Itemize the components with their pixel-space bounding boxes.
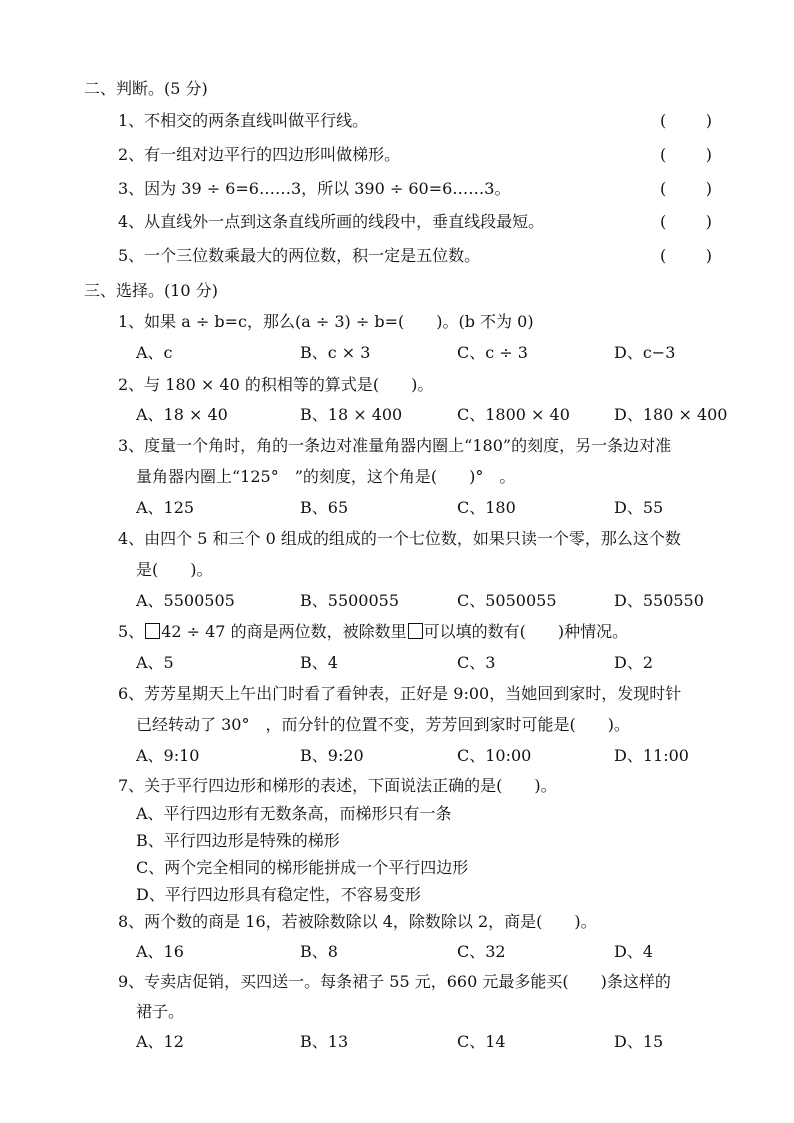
question-4-line-1: 4、由四个 5 和三个 0 组成的组成的一个七位数，如果只读一个零，那么这个数 — [118, 529, 681, 548]
section-heading-judge: 二、判断。(5 分) — [84, 79, 208, 98]
q4-option-d[interactable]: D、550550 — [614, 591, 704, 610]
q2-option-a[interactable]: A、18 × 40 — [136, 405, 228, 424]
question-8: 8、两个数的商是 16，若被除数除以 4，除数除以 2，商是( )。 — [118, 912, 597, 931]
question-5-suffix: 可以填的数有( )种情况。 — [423, 622, 629, 641]
judge-item-5: 5、一个三位数乘最大的两位数，积一定是五位数。 — [118, 246, 481, 265]
q1-option-b[interactable]: B、c × 3 — [300, 343, 371, 362]
q7-option-a[interactable]: A、平行四边形有无数条高，而梯形只有一条 — [136, 804, 452, 823]
q9-option-c[interactable]: C、14 — [457, 1032, 506, 1051]
question-7: 7、关于平行四边形和梯形的表述，下面说法正确的是( )。 — [118, 776, 557, 795]
q4-option-b[interactable]: B、5500055 — [300, 591, 400, 610]
question-5-text: 42 ÷ 47 的商是两位数，被除数里 — [161, 622, 407, 641]
q6-option-b[interactable]: B、9:20 — [300, 746, 364, 765]
q7-option-c[interactable]: C、两个完全相同的梯形能拼成一个平行四边形 — [136, 858, 469, 877]
q5-option-a[interactable]: A、5 — [136, 653, 174, 672]
q3-option-a[interactable]: A、125 — [136, 498, 195, 517]
question-6-line-2: 已经转动了 30° ，而分针的位置不变，芳芳回到家时可能是( )。 — [136, 715, 630, 734]
q6-option-d[interactable]: D、11:00 — [614, 746, 689, 765]
q3-option-d[interactable]: D、55 — [614, 498, 664, 517]
q3-option-b[interactable]: B、65 — [300, 498, 349, 517]
answer-blank-1[interactable]: ( ) — [660, 111, 712, 130]
question-3-line-1: 3、度量一个角时，角的一条边对准量角器内圈上“180”的刻度，另一条边对准 — [118, 436, 672, 455]
question-5 — [118, 621, 628, 643]
q5-option-b[interactable]: B、4 — [300, 653, 338, 672]
q9-option-a[interactable]: A、12 — [136, 1032, 184, 1051]
question-1: 1、如果 a ÷ b=c，那么(a ÷ 3) ÷ b=( )。(b 不为 0) — [118, 312, 534, 331]
q2-option-d[interactable]: D、180 × 400 — [614, 405, 728, 424]
q9-option-b[interactable]: B、13 — [300, 1032, 349, 1051]
blank-box-icon — [145, 623, 160, 639]
q4-option-c[interactable]: C、5050055 — [457, 591, 557, 610]
q6-option-a[interactable]: A、9:10 — [136, 746, 200, 765]
question-6-line-1: 6、芳芳星期天上午出门时看了看钟表，正好是 9:00，当她回到家时，发现时针 — [118, 684, 682, 703]
q8-option-a[interactable]: A、16 — [136, 942, 184, 961]
q8-option-d[interactable]: D、4 — [614, 942, 654, 961]
q8-option-b[interactable]: B、8 — [300, 942, 338, 961]
q1-option-d[interactable]: D、c−3 — [614, 343, 676, 362]
q9-option-d[interactable]: D、15 — [614, 1032, 664, 1051]
judge-item-4: 4、从直线外一点到这条直线所画的线段中，垂直线段最短。 — [118, 212, 545, 231]
question-3-line-2: 量角器内圈上“125° ”的刻度，这个角是( )° 。 — [136, 467, 516, 486]
question-2: 2、与 180 × 40 的积相等的算式是( )。 — [118, 375, 434, 394]
answer-blank-5[interactable]: ( ) — [660, 246, 712, 265]
judge-item-3: 3、因为 39 ÷ 6=6……3，所以 390 ÷ 60=6……3。 — [118, 179, 511, 198]
q8-option-c[interactable]: C、32 — [457, 942, 506, 961]
answer-blank-3[interactable]: ( ) — [660, 179, 712, 198]
q2-option-c[interactable]: C、1800 × 40 — [457, 405, 570, 424]
question-9-line-2: 裙子。 — [136, 1002, 185, 1021]
q7-option-b[interactable]: B、平行四边形是特殊的梯形 — [136, 831, 340, 850]
judge-item-2: 2、有一组对边平行的四边形叫做梯形。 — [118, 145, 401, 164]
q4-option-a[interactable]: A、5500505 — [136, 591, 235, 610]
answer-blank-4[interactable]: ( ) — [660, 212, 712, 231]
q6-option-c[interactable]: C、10:00 — [457, 746, 532, 765]
q2-option-b[interactable]: B、18 × 400 — [300, 405, 403, 424]
q1-option-a[interactable]: A、c — [136, 343, 173, 362]
question-4-line-2: 是( )。 — [136, 560, 213, 579]
judge-item-1: 1、不相交的两条直线叫做平行线。 — [118, 111, 369, 130]
q7-option-d[interactable]: D、平行四边形具有稳定性，不容易变形 — [136, 885, 421, 904]
q3-option-c[interactable]: C、180 — [457, 498, 516, 517]
question-5-prefix: 5、 — [118, 622, 145, 641]
question-9-line-1: 9、专卖店促销，买四送一。每条裙子 55 元，660 元最多能买( )条这样的 — [118, 972, 671, 991]
answer-blank-2[interactable]: ( ) — [660, 145, 712, 164]
q5-option-c[interactable]: C、3 — [457, 653, 496, 672]
blank-box-icon — [408, 623, 423, 639]
section-heading-choice: 三、选择。(10 分) — [84, 281, 218, 300]
q5-option-d[interactable]: D、2 — [614, 653, 654, 672]
q1-option-c[interactable]: C、c ÷ 3 — [457, 343, 528, 362]
